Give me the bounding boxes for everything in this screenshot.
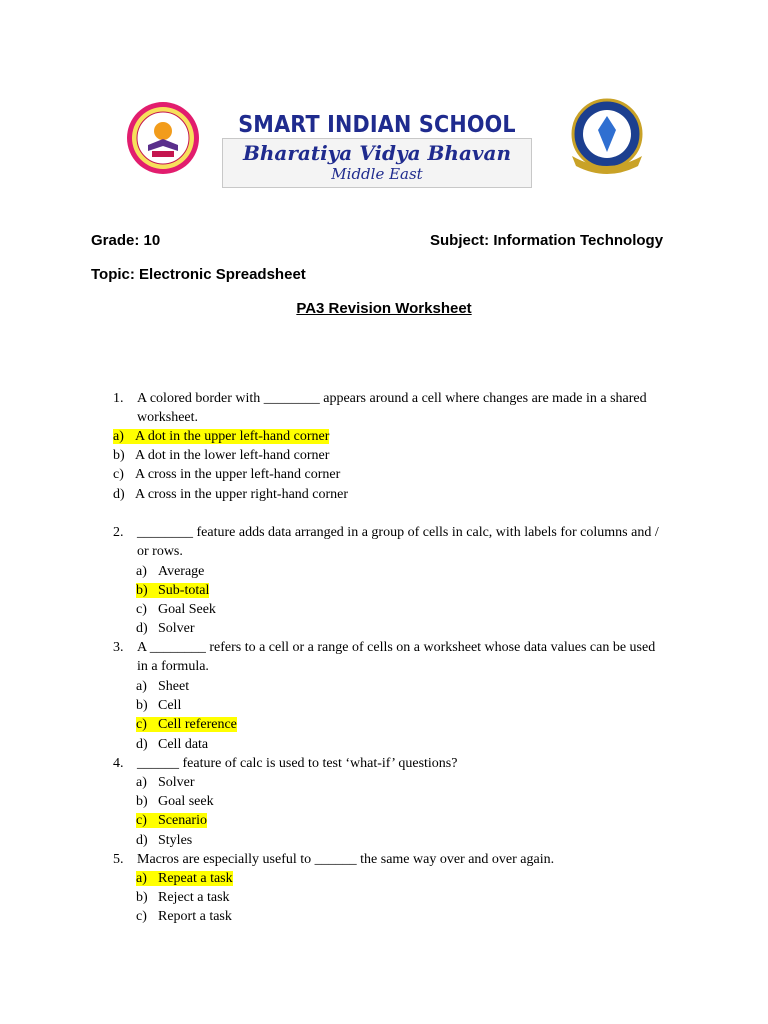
option-text: A dot in the lower left-hand corner (135, 448, 330, 463)
question-number: 4. (113, 756, 124, 771)
option-letter: d) (136, 621, 148, 636)
option-letter: a) (113, 429, 124, 444)
q3-option-d (136, 735, 208, 754)
school-region: Middle East (331, 165, 423, 183)
question-number: 1. (113, 391, 124, 406)
q2-option-b (136, 581, 209, 600)
q1-option-b (113, 446, 329, 465)
q1-option-c (113, 465, 340, 484)
question-text: A ________ refers to a cell or a range of cells on a worksheet whose data values can be used in a formula. (137, 640, 656, 674)
q3-option-b (136, 696, 181, 715)
option-text: A cross in the upper left-hand corner (135, 467, 341, 482)
option-letter: b) (136, 794, 148, 809)
q4-option-d (136, 831, 192, 850)
option-letter: c) (136, 717, 147, 732)
q5-option-a (136, 869, 233, 888)
option-text: Cell data (158, 737, 209, 752)
question-text: Macros are especially useful to ______ the same way over and over again. (137, 852, 555, 867)
q5-option-c (136, 907, 232, 926)
option-letter: c) (136, 813, 147, 828)
option-text: Report a task (158, 909, 232, 924)
school-subtitle: Bharatiya Vidya Bhavan (242, 141, 512, 165)
q4-option-c (136, 811, 207, 830)
option-text: Scenario (158, 813, 207, 828)
q4-option-b (136, 792, 214, 811)
option-text: Styles (158, 833, 193, 848)
option-text: Goal Seek (158, 602, 216, 617)
option-letter: c) (136, 602, 147, 617)
q1-option-d (113, 485, 348, 504)
option-letter: d) (113, 487, 125, 502)
bhavan-crest-right-logo (566, 96, 648, 178)
q3-option-a (136, 677, 189, 696)
option-text: A cross in the upper right-hand corner (135, 487, 349, 502)
question-text: ________ feature adds data arranged in a group of cells in calc, with labels for columns and / or rows. (137, 525, 659, 559)
option-text: Sheet (158, 679, 190, 694)
option-letter: a) (136, 871, 147, 886)
option-text: Cell reference (158, 717, 237, 732)
question-text: ______ feature of calc is used to test ‘what-if’ questions? (137, 756, 458, 771)
option-letter: b) (113, 448, 125, 463)
option-letter: b) (136, 583, 148, 598)
option-text: A dot in the upper left-hand corner (135, 429, 330, 444)
q2-option-d (136, 619, 195, 638)
q3-option-c (136, 715, 237, 734)
option-text: Solver (158, 775, 195, 790)
q4-option-a (136, 773, 195, 792)
question-number: 5. (113, 852, 124, 867)
worksheet-title (0, 300, 768, 317)
q2-option-a (136, 562, 204, 581)
option-text: Solver (158, 621, 195, 636)
question-text: A colored border with ________ appears around a cell where changes are made in a shared worksheet. (137, 391, 647, 425)
option-letter: c) (136, 909, 147, 924)
question-number: 2. (113, 525, 124, 540)
school-banner (222, 138, 532, 188)
option-letter: a) (136, 564, 147, 579)
option-letter: a) (136, 679, 147, 694)
option-letter: d) (136, 737, 148, 752)
school-crest-left-logo (126, 101, 200, 175)
school-name: SMART INDIAN SCHOOL (238, 112, 516, 138)
option-letter: c) (113, 467, 124, 482)
option-text: Cell (158, 698, 182, 713)
q5-option-b (136, 888, 230, 907)
topic-label: Topic: Electronic Spreadsheet (91, 266, 306, 283)
question-number: 3. (113, 640, 124, 655)
option-text: Sub-total (158, 583, 210, 598)
worksheet-title-text: PA3 Revision Worksheet (296, 300, 472, 317)
grade-label: Grade: 10 (91, 232, 161, 249)
option-text: Reject a task (158, 890, 230, 905)
option-text: Goal seek (158, 794, 214, 809)
subject-label: Subject: Information Technology (430, 232, 664, 249)
option-text: Repeat a task (158, 871, 233, 886)
option-letter: b) (136, 890, 148, 905)
q1-option-a (113, 427, 329, 446)
option-text: Average (158, 564, 205, 579)
option-letter: b) (136, 698, 148, 713)
option-letter: d) (136, 833, 148, 848)
option-letter: a) (136, 775, 147, 790)
q2-option-c (136, 600, 216, 619)
